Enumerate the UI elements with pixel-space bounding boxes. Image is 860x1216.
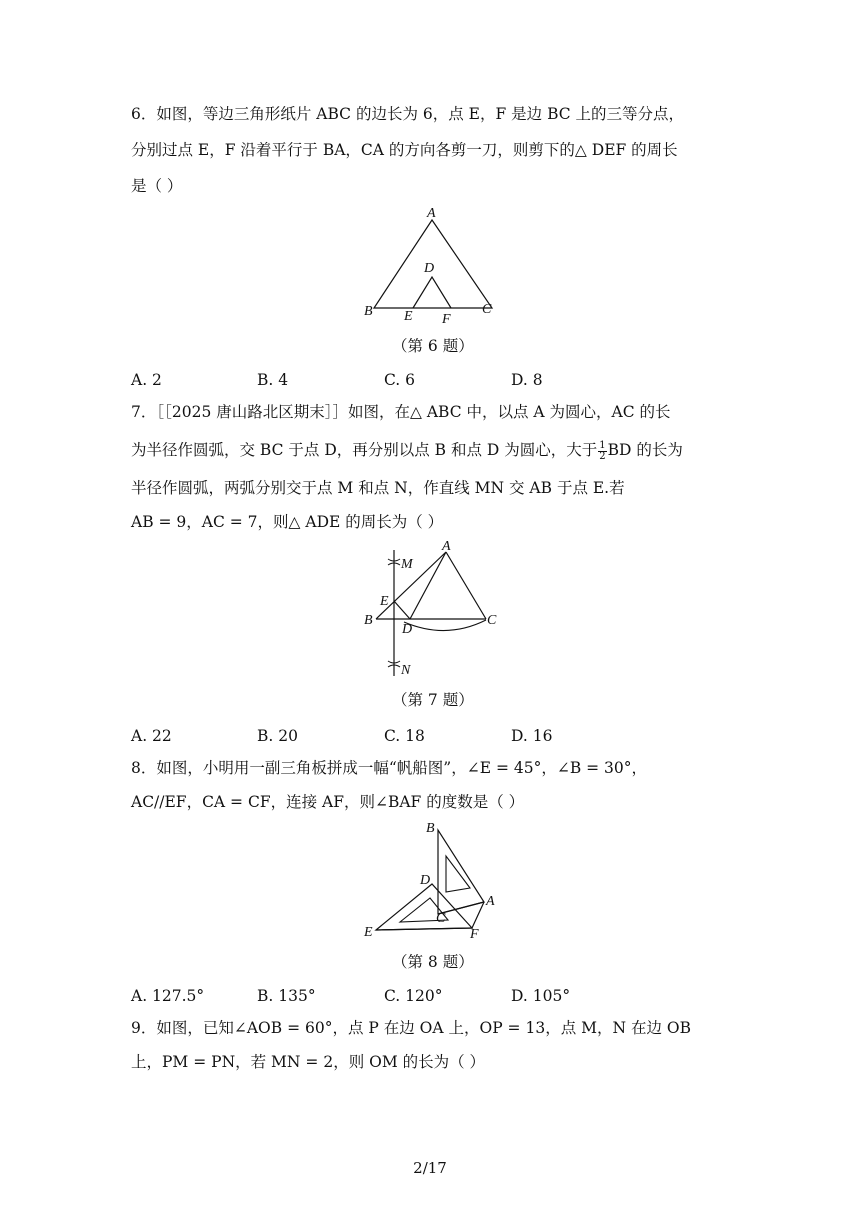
- q7-arc-dc: [404, 620, 486, 631]
- q7-label-d: D: [402, 622, 413, 637]
- q6-option-a: A. 2: [131, 371, 162, 389]
- q6-text-line-3: 是（ ）: [131, 177, 183, 195]
- q6-label-c: C: [482, 302, 492, 317]
- q7-segment-ad: [410, 552, 446, 619]
- q6-option-d: D. 8: [511, 371, 543, 389]
- q7-option-a: A. 22: [131, 727, 172, 745]
- q8-text-line-2: AC//EF，CA = CF，连接 AF，则∠BAF 的度数是（ ）: [131, 793, 525, 811]
- q8-label-a: A: [486, 894, 495, 909]
- q7-label-a: A: [442, 539, 451, 554]
- q8-label-c: C: [436, 911, 446, 926]
- q8-set-square-45: [376, 884, 472, 930]
- q7-fraction: [598, 441, 606, 462]
- q7-label-c: C: [487, 613, 497, 628]
- q8-label-e: E: [364, 925, 373, 940]
- q6-label-a: A: [427, 206, 436, 221]
- q7-label-b: B: [364, 613, 373, 628]
- q7-line2-pre: 为半径作圆弧，交 BC 于点 D，再分别以点 B 和点 D 为圆心，大于: [131, 441, 598, 459]
- q6-option-c: C. 6: [384, 371, 416, 389]
- q8-segment-af: [472, 902, 484, 928]
- q6-label-d: D: [424, 261, 435, 276]
- q7-option-c: C. 18: [384, 727, 425, 745]
- q7-fraction-denominator: 2: [599, 450, 606, 462]
- q7-line2-post: BD 的长为: [607, 441, 683, 459]
- q7-text-line-4: AB = 9，AC = 7，则△ ADE 的周长为（ ）: [131, 513, 444, 531]
- q8-label-f: F: [470, 927, 479, 942]
- q8-option-c: C. 120°: [384, 987, 443, 1005]
- q7-segment-ed: [394, 601, 410, 619]
- q7-label-n: N: [401, 663, 411, 678]
- q6-label-f: F: [442, 312, 451, 327]
- q8-option-d: D. 105°: [511, 987, 571, 1005]
- q7-label-m: M: [401, 557, 413, 572]
- q8-option-b: B. 135°: [257, 987, 316, 1005]
- q7-segment-ac: [446, 552, 486, 619]
- q8-set-square-30: [438, 830, 484, 914]
- q6-figure: [360, 200, 500, 328]
- q7-text-line-1: 7．［［2025 唐山路北区期末］］如图，在△ ABC 中，以点 A 为圆心，AC 的长: [131, 403, 671, 421]
- q7-fraction-numerator: 1: [599, 439, 606, 451]
- q6-text-line-1: 6．如图，等边三角形纸片 ABC 的边长为 6，点 E，F 是边 BC 上的三等分点，: [131, 105, 685, 123]
- q7-text-line-3: 半径作圆弧，两弧分别交于点 M 和点 N，作直线 MN 交 AB 于点 E.若: [131, 479, 625, 497]
- q9-text-line-2: 上，PM = PN，若 MN = 2，则 OM 的长为（ ）: [131, 1053, 486, 1071]
- q7-label-e: E: [380, 594, 389, 609]
- q7-figure: [360, 538, 508, 680]
- q8-option-a: A. 127.5°: [131, 987, 205, 1005]
- q9-text-line-1: 9．如图，已知∠AOB = 60°，点 P 在边 OA 上，OP = 13，点 M，N 在边 OB: [131, 1019, 692, 1037]
- q8-label-b: B: [426, 821, 435, 836]
- q6-triangle-def: [413, 277, 451, 308]
- q7-caption: （第 7 题）: [392, 691, 474, 709]
- q7-option-d: D. 16: [511, 727, 553, 745]
- q6-label-b: B: [364, 304, 373, 319]
- q7-text-line-2: [131, 440, 683, 462]
- q8-text-line-1: 8．如图，小明用一副三角板拼成一幅“帆船图”，∠E = 45°，∠B = 30°，: [131, 759, 648, 777]
- q6-option-b: B. 4: [257, 371, 289, 389]
- q8-caption: （第 8 题）: [392, 953, 474, 971]
- q6-text-line-2: 分别过点 E，F 沿着平行于 BA，CA 的方向各剪一刀，则剪下的△ DEF 的周长: [131, 141, 678, 159]
- q8-label-d: D: [420, 873, 431, 888]
- page-number: 2/17: [413, 1159, 447, 1177]
- q8-segment-ef: [376, 928, 472, 930]
- q6-caption: （第 6 题）: [392, 337, 474, 355]
- q6-label-e: E: [404, 309, 413, 324]
- q7-option-b: B. 20: [257, 727, 298, 745]
- q8-figure: [360, 818, 500, 944]
